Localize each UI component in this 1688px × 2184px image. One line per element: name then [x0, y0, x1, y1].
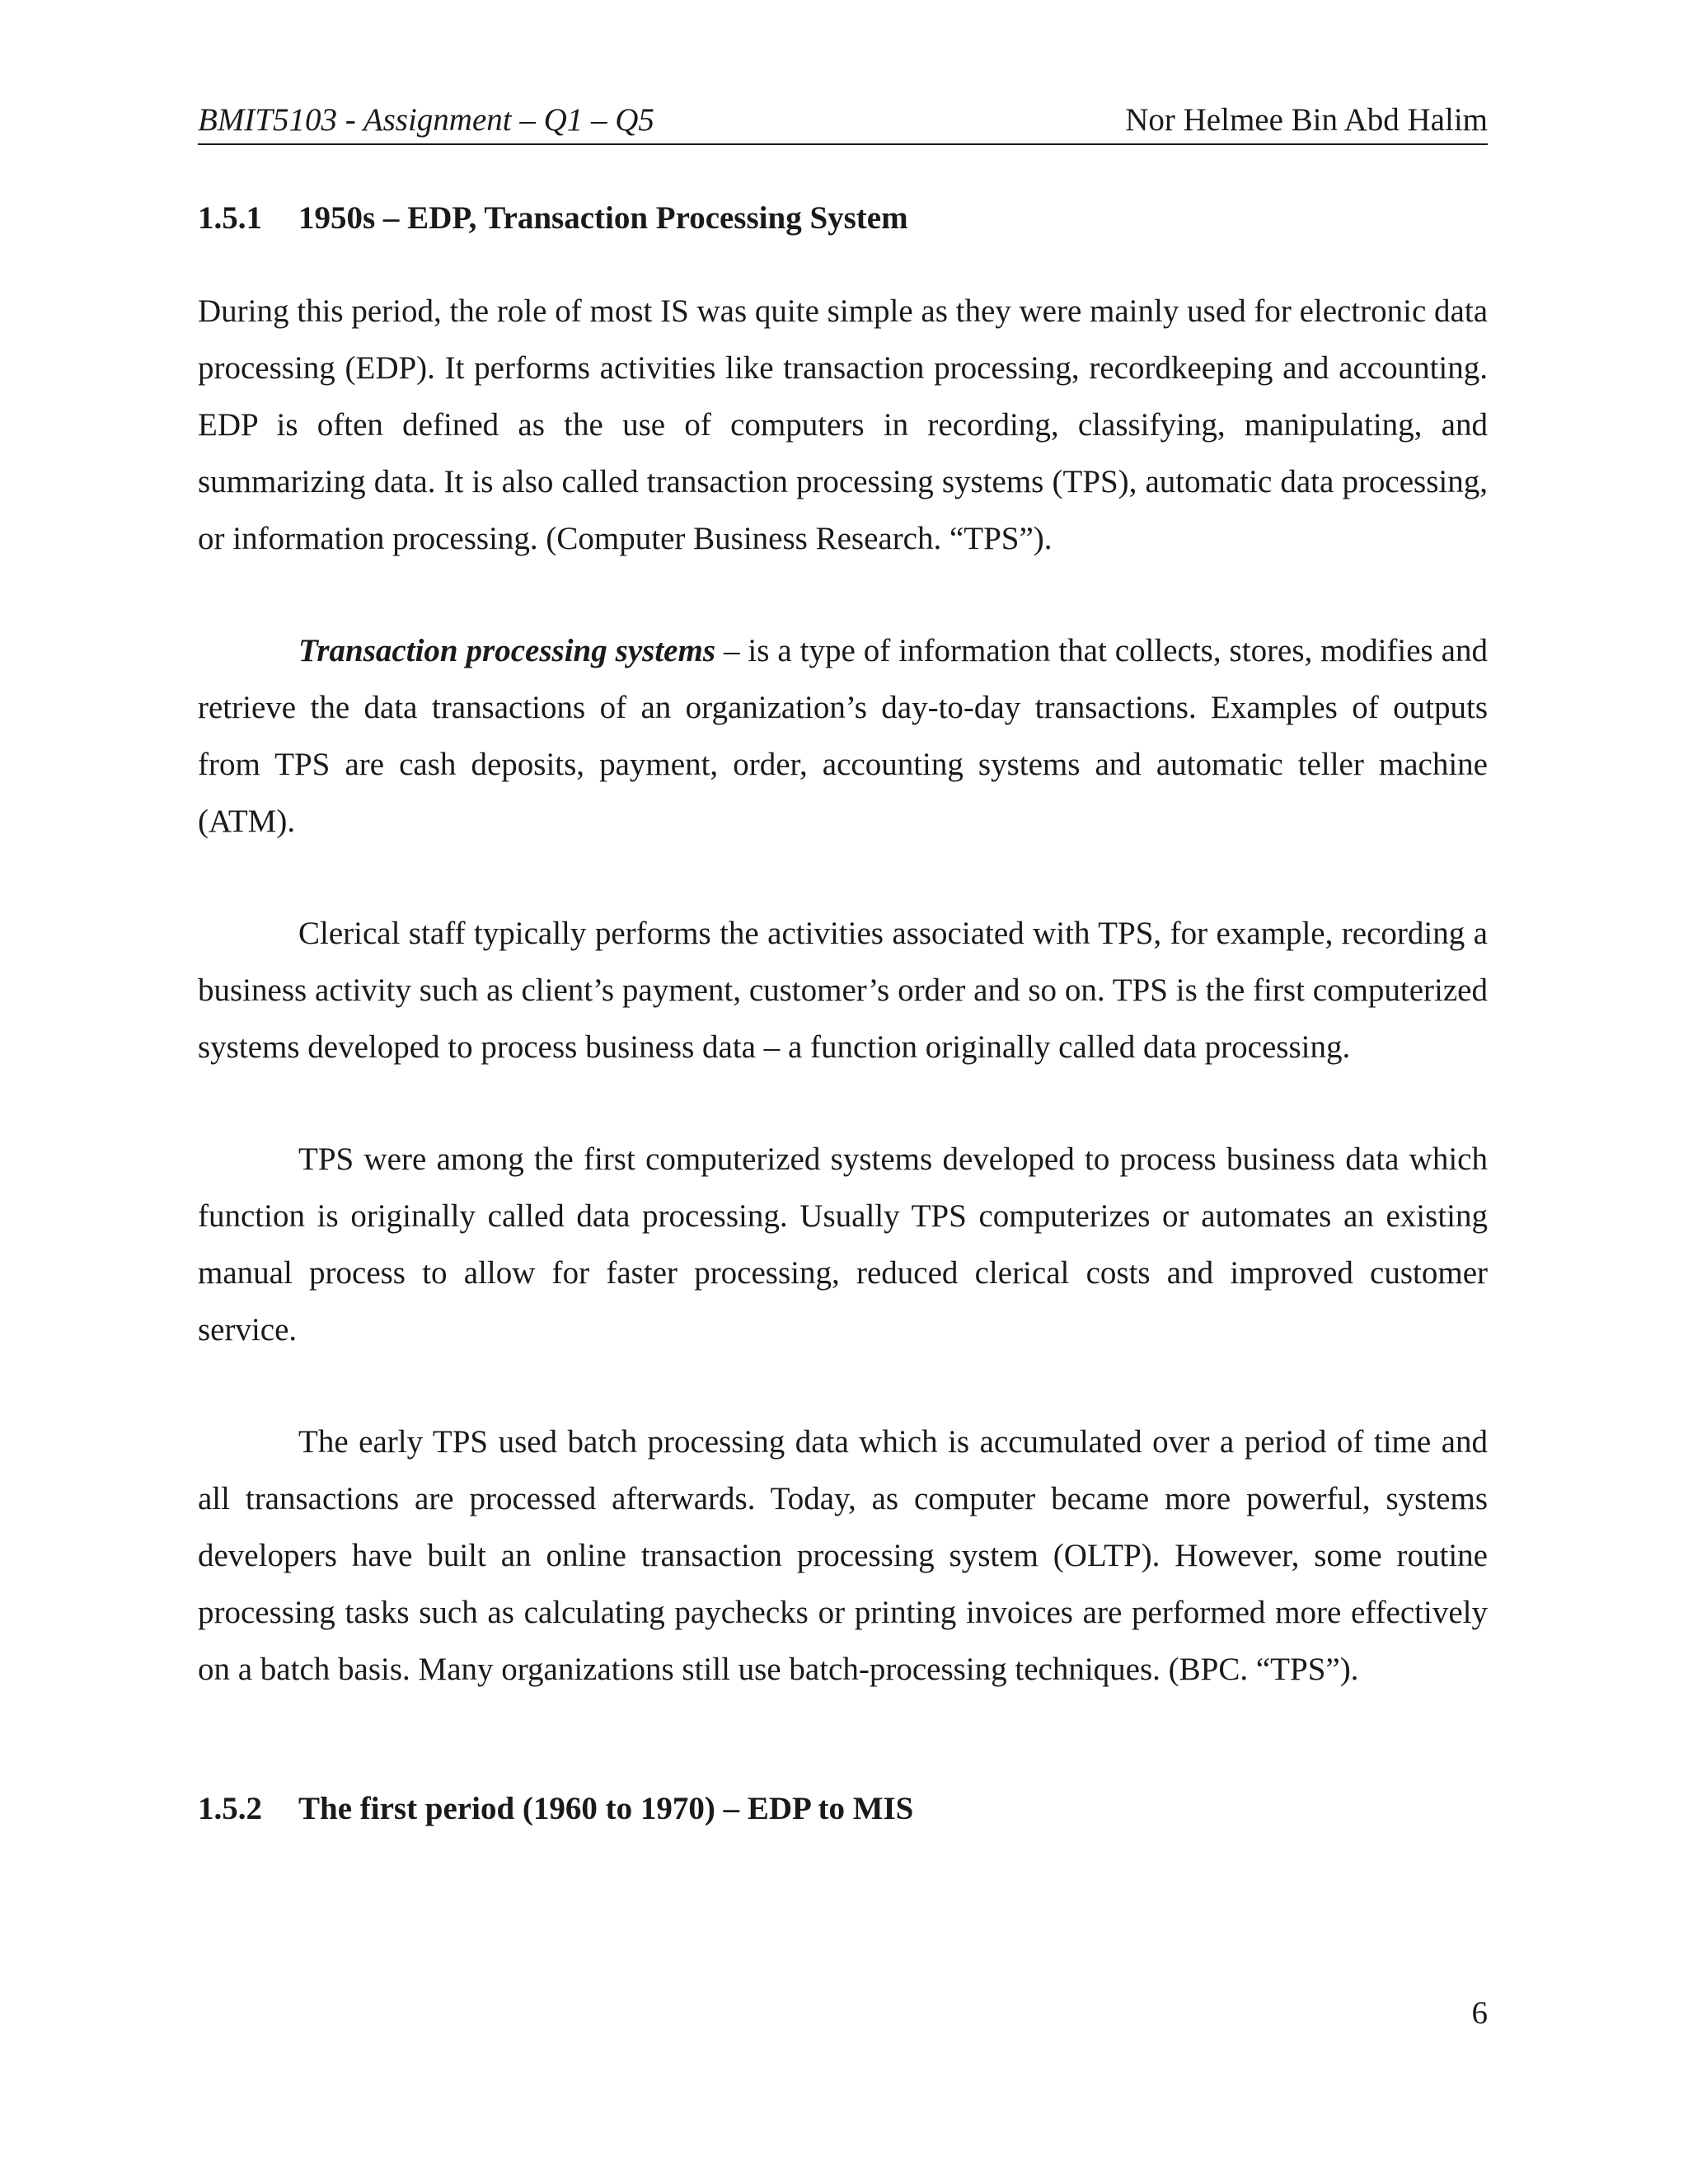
paragraph-tps-definition — [198, 622, 1488, 850]
page-header — [198, 92, 1488, 145]
header-author: Nor Helmee Bin Abd Halim — [1125, 102, 1488, 138]
section-title: The first period (1960 to 1970) – EDP to MIS — [298, 1791, 914, 1826]
header-course-title: BMIT5103 - Assignment – Q1 – Q5 — [198, 102, 654, 138]
paragraph-edp-intro: During this period, the role of most IS was quite simple as they were mainly used for electronic data processing (EDP). It performs activities like transaction processing, recordkeeping and accounting. EDP is often defined as the use of computers in recording, classifying, manipulating, and summarizing data. It is also called transaction processing systems (TPS), automatic data processing, or information processing. (Computer Business Research. “TPS”). — [198, 293, 1489, 556]
paragraph-tps-definition-text: – is a type of information that collects, stores, modifies and retrieve the data transactions of an organization’s day-to-day transactions. Examples of outputs from TPS are cash deposits, payment, order, accounting systems and automatic teller machine (ATM). — [198, 633, 1488, 839]
section-number: 1.5.2 — [198, 1791, 262, 1826]
section-title: 1950s – EDP, Transaction Processing System — [298, 200, 908, 236]
page-content — [198, 190, 1488, 1838]
paragraph-clerical-staff: Clerical staff typically performs the activities associated with TPS, for example, recording a business activity such as client’s payment, customer’s order and so on. TPS is the first computerized systems developed to process business data – a function originally called data processing. — [198, 916, 1488, 1065]
paragraph-tps-first-systems: TPS were among the first computerized systems developed to process business data which function is originally called data processing. Usually TPS computerizes or automates an existing manual process to allow for faster processing, reduced clerical costs and improved customer service. — [198, 1141, 1488, 1347]
term-tps: Transaction processing systems — [298, 633, 716, 668]
paragraph-batch-processing: The early TPS used batch processing data which is accumulated over a period of time and all transactions are processed afterwards. Today, as computer became more powerful, systems developers have built an online transaction processing system (OLTP). However, some routine processing tasks such as calculating paychecks or printing invoices are performed more effectively on a batch basis. Many organizations still use batch-processing techniques. (BPC. “TPS”). — [198, 1424, 1488, 1687]
section-heading-1-5-1 — [198, 190, 1488, 247]
page-number: 6 — [1471, 1995, 1488, 2031]
section-number: 1.5.1 — [198, 200, 262, 236]
section-heading-1-5-2 — [198, 1780, 1488, 1838]
